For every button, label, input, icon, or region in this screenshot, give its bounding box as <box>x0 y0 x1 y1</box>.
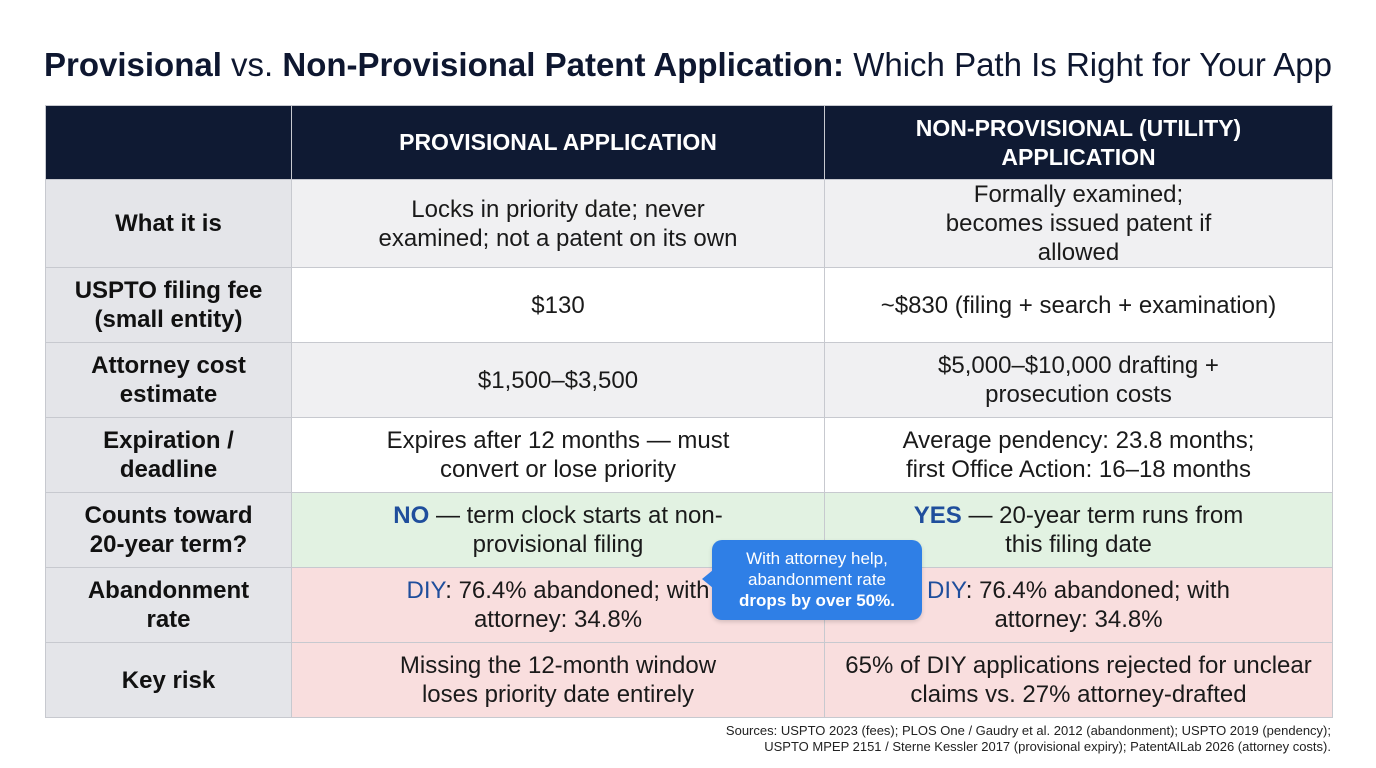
title-subtitle: Which Path Is Right for Your App <box>844 46 1332 83</box>
table-row <box>46 343 1333 418</box>
provisional-cell: Expires after 12 months — must convert or lose priority <box>292 418 825 493</box>
provisional-cell: Locks in priority date; never examined; not a patent on its own <box>292 180 825 268</box>
table-row <box>46 493 1333 568</box>
table-row <box>46 568 1333 643</box>
yes-keyword: YES <box>913 502 962 529</box>
row-label: What it is <box>46 180 292 268</box>
provisional-text: — term clock starts at non-provisional filing <box>429 502 723 558</box>
header-nonprovisional: NON-PROVISIONAL (UTILITY) APPLICATION <box>825 106 1333 180</box>
diy-keyword: DIY <box>927 577 966 604</box>
nonprovisional-cell: Formally examined; becomes issued patent if allowed <box>825 180 1333 268</box>
title-vs: vs. <box>221 46 283 83</box>
no-keyword: NO <box>393 502 430 529</box>
row-label: Key risk <box>46 643 292 718</box>
row-label: USPTO filing fee (small entity) <box>46 268 292 343</box>
provisional-cell: $130 <box>292 268 825 343</box>
nonprovisional-cell: $5,000–$10,000 drafting + prosecution costs <box>825 343 1333 418</box>
nonprovisional-cell: 65% of DIY applications rejected for unclear claims vs. 27% attorney-drafted <box>825 643 1333 718</box>
table-row <box>46 418 1333 493</box>
sources-footnote <box>726 723 1331 755</box>
table-row <box>46 268 1333 343</box>
sources-line-1: Sources: USPTO 2023 (fees); PLOS One / Gaudry et al. 2012 (abandonment); USPTO 2019 (pendency); <box>725 723 1331 738</box>
attorney-help-callout <box>712 540 922 620</box>
callout-tail <box>702 570 713 588</box>
nonprovisional-text: — 20-year term runs from this filing date <box>961 502 1244 558</box>
callout-emphasis: drops by over 50%. <box>739 591 895 610</box>
row-label: Counts toward 20-year term? <box>46 493 292 568</box>
row-label: Abandonment rate <box>46 568 292 643</box>
header-empty <box>46 106 292 180</box>
provisional-cell: Missing the 12-month window loses priority date entirely <box>292 643 825 718</box>
callout-text: With attorney help, abandonment rate <box>746 549 888 589</box>
header-provisional: PROVISIONAL APPLICATION <box>292 106 825 180</box>
table-header-row <box>46 106 1333 180</box>
page-title <box>0 46 1376 84</box>
sources-line-2: USPTO MPEP 2151 / Sterne Kessler 2017 (provisional expiry); PatentAILab 2026 (attorney costs). <box>764 739 1331 754</box>
nonprovisional-cell: ~$830 (filing + search + examination) <box>825 268 1333 343</box>
table-row <box>46 180 1333 268</box>
row-label: Expiration / deadline <box>46 418 292 493</box>
nonprovisional-text: : 76.4% abandoned; with attorney: 34.8% <box>965 577 1230 633</box>
title-nonprovisional: Non-Provisional Patent Application: <box>282 46 845 83</box>
provisional-text: : 76.4% abandoned; with attorney: 34.8% <box>445 577 710 633</box>
row-label: Attorney cost estimate <box>46 343 292 418</box>
comparison-table <box>45 105 1333 718</box>
provisional-cell: $1,500–$3,500 <box>292 343 825 418</box>
title-provisional: Provisional <box>43 46 222 83</box>
diy-keyword: DIY <box>406 577 446 604</box>
nonprovisional-cell: Average pendency: 23.8 months; first Office Action: 16–18 months <box>825 418 1333 493</box>
table-row <box>46 643 1333 718</box>
